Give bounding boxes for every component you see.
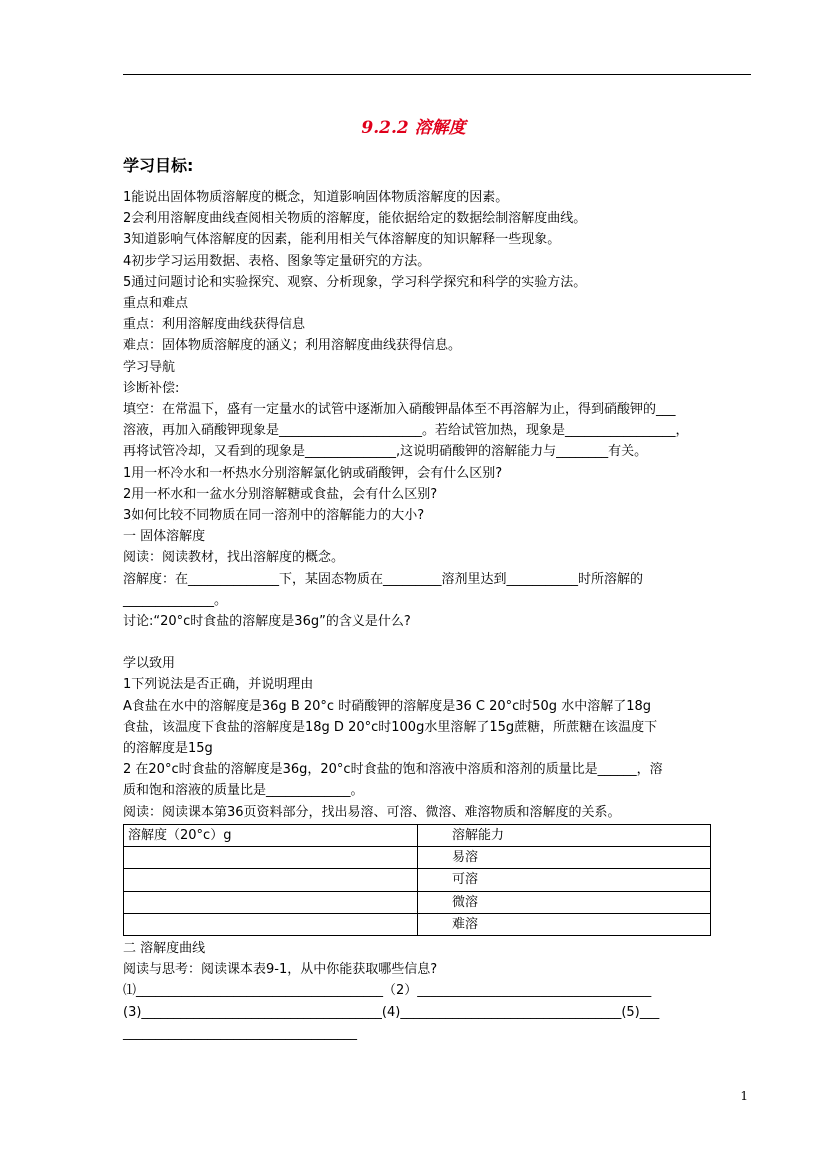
table-header-cell: 溶解度（20°c）g bbox=[124, 824, 418, 846]
table-cell bbox=[124, 891, 418, 913]
text-line: ⑴______________________________________（2）____________________________________ bbox=[123, 983, 652, 999]
table-cell: 难溶 bbox=[418, 913, 711, 935]
text-line: ______________。 bbox=[123, 592, 228, 608]
text-line: 学习导航 bbox=[123, 359, 176, 375]
table-cell bbox=[124, 847, 418, 869]
table-row bbox=[124, 913, 711, 935]
text-line: 重点：利用溶解度曲线获得信息 bbox=[123, 317, 306, 333]
text-line: 二 溶解度曲线 bbox=[123, 940, 206, 956]
text-line: 难点：固体物质溶解度的涵义；利用溶解度曲线获得信息。 bbox=[123, 338, 462, 354]
text-line: 5通过问题讨论和实验探究、观察、分析现象，学习科学探究和科学的实验方法。 bbox=[123, 274, 587, 290]
text-line: 的溶解度是15g bbox=[123, 741, 213, 757]
text-line: 2会利用溶解度曲线查阅相关物质的溶解度，能依据给定的数据绘制溶解度曲线。 bbox=[123, 211, 587, 227]
text-line: 质和饱和溶液的质量比是_____________。 bbox=[123, 783, 364, 799]
page-number: 1 bbox=[740, 1089, 748, 1103]
text-line: 4初步学习运用数据、表格、图象等定量研究的方法。 bbox=[123, 253, 431, 269]
table-header-cell: 溶解能力 bbox=[418, 824, 711, 846]
table-row bbox=[124, 891, 711, 913]
text-line: 3知道影响气体溶解度的因素，能利用相关气体溶解度的知识解释一些现象。 bbox=[123, 232, 561, 248]
text-line: 溶液，再加入硝酸钾现象是______________________。若给试管加热，现象是_________________， bbox=[123, 423, 689, 439]
page-title: 9.2.2 溶解度 bbox=[361, 118, 466, 138]
text-line: 再将试管冷却，又看到的现象是______________,这说明硝酸钾的溶解能力与________有关。 bbox=[123, 444, 648, 460]
header-rule bbox=[123, 74, 751, 75]
text-line: 讨论:“20°c时食盐的溶解度是36g”的含义是什么? bbox=[123, 614, 411, 630]
table-row bbox=[124, 847, 711, 869]
text-line: 1下列说法是否正确，并说明理由 bbox=[123, 677, 314, 693]
text-block-b bbox=[123, 653, 758, 823]
text-line: 填空：在常温下，盛有一定量水的试管中逐渐加入硝酸钾晶体至不再溶解为止，得到硝酸钾的___ bbox=[123, 402, 676, 418]
text-line: ____________________________________ bbox=[123, 1025, 357, 1041]
table-cell: 微溶 bbox=[418, 891, 711, 913]
text-line: 1能说出固体物质溶解度的概念，知道影响固体物质溶解度的因素。 bbox=[123, 190, 509, 205]
text-line: 3如何比较不同物质在同一溶剂中的溶解能力的大小? bbox=[123, 508, 425, 524]
text-line: 重点和难点 bbox=[123, 296, 189, 312]
table-row bbox=[124, 869, 711, 891]
blank-line bbox=[123, 632, 758, 653]
text-line: 溶解度：在______________下，某固态物质在_________溶剂里达到___________时所溶解的 bbox=[123, 571, 644, 587]
table-cell bbox=[124, 913, 418, 935]
text-line: (3)_____________________________________(4)__________________________________(5)___ bbox=[123, 1004, 660, 1020]
table-cell: 易溶 bbox=[418, 847, 711, 869]
table-header-row bbox=[124, 824, 711, 846]
text-line: 阅读与思考：阅读课本表9-1，从中你能获取哪些信息? bbox=[123, 962, 438, 978]
solubility-table bbox=[123, 824, 711, 936]
text-line: 2 在20°c时食盐的溶解度是36g，20°c时食盐的饱和溶液中溶质和溶剂的质量比是______，溶 bbox=[123, 762, 663, 778]
text-line: 诊断补偿: bbox=[123, 380, 180, 396]
text-line: 2用一杯水和一盆水分别溶解糖或食盐，会有什么区别? bbox=[123, 486, 438, 502]
text-line: 1用一杯冷水和一杯热水分别溶解氯化钠或硝酸钾，会有什么区别? bbox=[123, 465, 503, 481]
text-line: 阅读：阅读课本第36页资料部分，找出易溶、可溶、微溶、难溶物质和溶解度的关系。 bbox=[123, 804, 621, 820]
text-line: 学以致用 bbox=[123, 656, 176, 672]
text-block-a bbox=[123, 187, 758, 632]
document-body bbox=[123, 187, 758, 1044]
text-line: 一 固体溶解度 bbox=[123, 529, 206, 545]
text-line: A食盐在水中的溶解度是36g B 20°c 时硝酸钾的溶解度是36 C 20°c时50g 水中溶解了18g bbox=[123, 698, 651, 714]
text-line: 阅读：阅读教材，找出溶解度的概念。 bbox=[123, 550, 345, 566]
text-line: 食盐，该温度下食盐的溶解度是18g D 20°c时100g水里溶解了15g蔗糖，所蔗糖在该温度下 bbox=[123, 719, 658, 735]
text-block-c bbox=[123, 938, 758, 1044]
table-cell bbox=[124, 869, 418, 891]
table-cell: 可溶 bbox=[418, 869, 711, 891]
section-heading-objectives: 学习目标: bbox=[123, 156, 194, 175]
